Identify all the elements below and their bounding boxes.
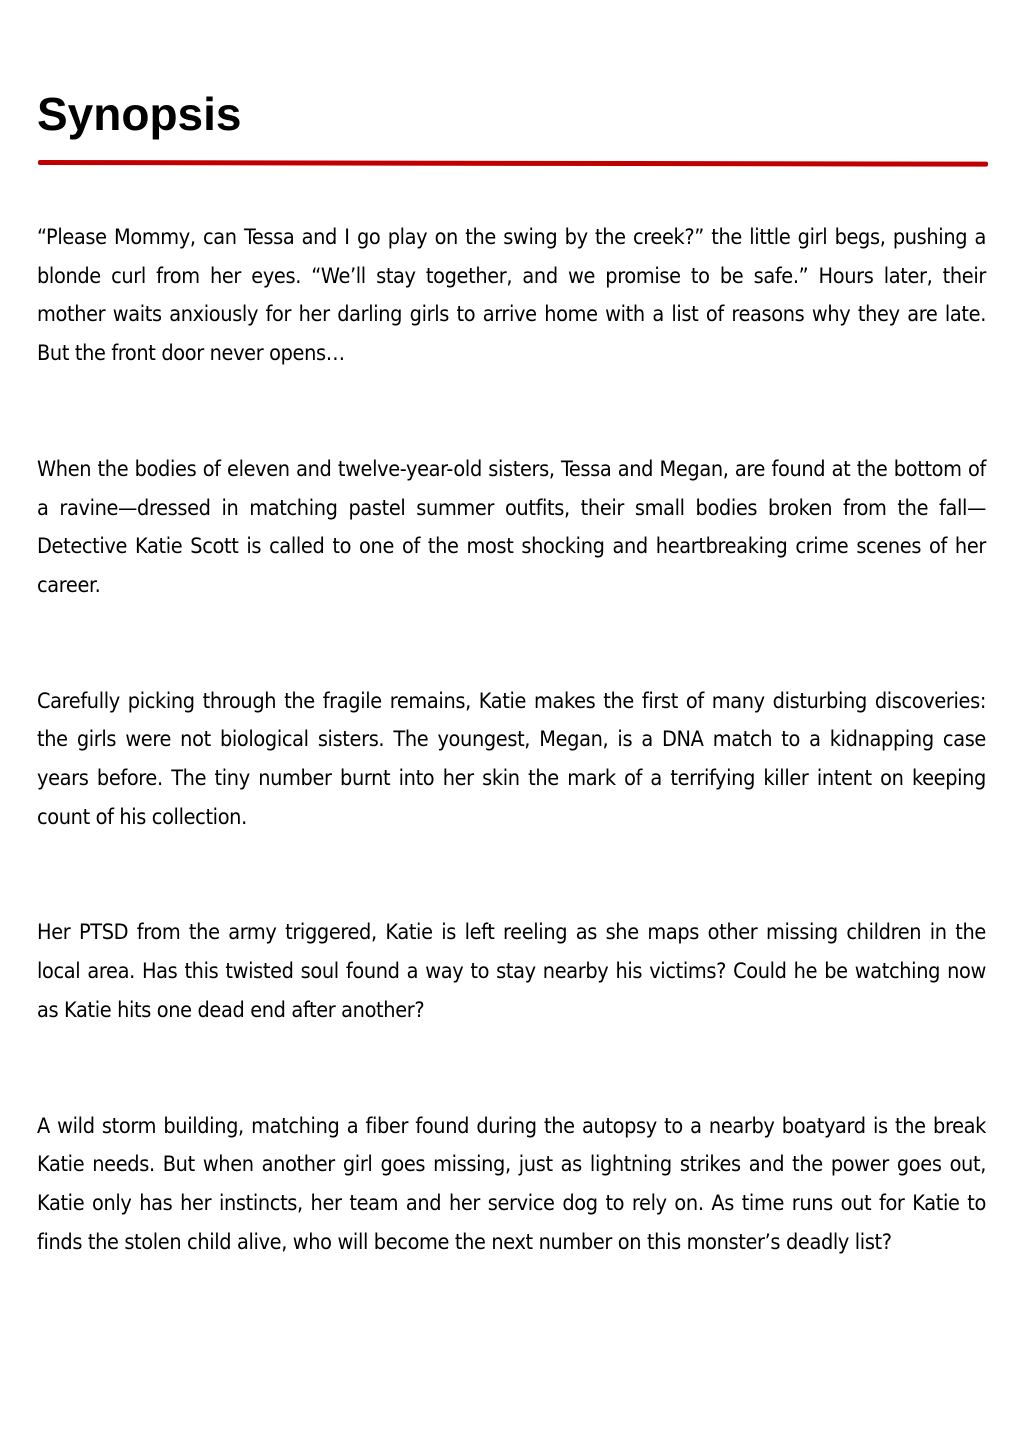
synopsis-paragraph-3: Carefully picking through the fragile remains, Katie makes the first of many disturbing discoveries: the girls were not biological sisters. The youngest, Megan, is a DNA match to a kidnapping case years before. The tiny number burnt into her skin the mark of a terrifying killer intent on keeping count of his collection. — [37, 688, 986, 830]
page-title: Synopsis — [37, 88, 242, 140]
synopsis-paragraph-5: A wild storm building, matching a fiber found during the autopsy to a nearby boatyard is the break Katie needs. But when another girl goes missing, just as lightning strikes and the power goes out, Katie only has her instincts, her team and her service dog to rely on. As time runs out for Katie to finds the stolen child alive, who will become the next number on this monster’s deadly list? — [37, 1113, 986, 1255]
title-underline-divider — [38, 160, 988, 167]
synopsis-paragraph-1: “Please Mommy, can Tessa and I go play on the swing by the creek?” the little girl begs, pushing a blonde curl from her eyes. “We’ll stay together, and we promise to be safe.” Hours later, their mother waits anxiously for her darling girls to arrive home with a list of reasons why they are late. But the front door never opens… — [37, 225, 986, 367]
synopsis-paragraph-4: Her PTSD from the army triggered, Katie is left reeling as she maps other missing children in the local area. Has this twisted soul found a way to stay nearby his victims? Could he be watching now as Katie hits one dead end after another? — [37, 920, 986, 1023]
synopsis-paragraph-2: When the bodies of eleven and twelve-year-old sisters, Tessa and Megan, are found at the bottom of a ravine—dressed in matching pastel summer outfits, their small bodies broken from the fall—Detective Katie Scott is called to one of the most shocking and heartbreaking crime scenes of her career. — [37, 456, 986, 598]
synopsis-body — [37, 219, 986, 1339]
